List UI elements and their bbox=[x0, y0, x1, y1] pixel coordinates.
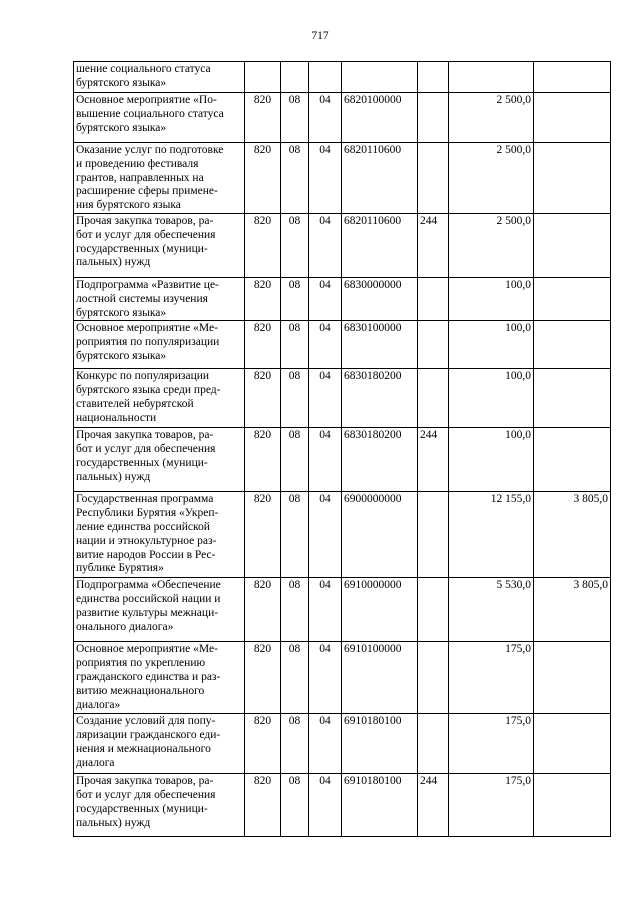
amount-2-cell bbox=[534, 143, 611, 214]
amount-1-cell: 2 500,0 bbox=[449, 93, 534, 143]
section-code-cell: 08 bbox=[281, 93, 309, 143]
target-article-cell: 6820110600 bbox=[342, 143, 418, 214]
amount-2-cell bbox=[534, 428, 611, 492]
amount-2-cell bbox=[534, 62, 611, 93]
section-code-cell: 08 bbox=[281, 428, 309, 492]
subsection-code-cell: 04 bbox=[309, 642, 342, 714]
ministry-code-cell: 820 bbox=[245, 278, 281, 321]
table-row bbox=[74, 492, 611, 578]
expense-type-cell: 244 bbox=[418, 428, 449, 492]
target-article-cell: 6900000000 bbox=[342, 492, 418, 578]
amount-1-cell: 175,0 bbox=[449, 774, 534, 837]
ministry-code-cell bbox=[245, 62, 281, 93]
subsection-code-cell: 04 bbox=[309, 428, 342, 492]
subsection-code-cell: 04 bbox=[309, 492, 342, 578]
ministry-code-cell: 820 bbox=[245, 428, 281, 492]
ministry-code-cell: 820 bbox=[245, 774, 281, 837]
table-row bbox=[74, 321, 611, 369]
section-code-cell: 08 bbox=[281, 492, 309, 578]
row-name-cell: Основное мероприятие «По- вышение социального статуса бурятского языка» bbox=[74, 93, 245, 143]
target-article-cell: 6910000000 bbox=[342, 578, 418, 642]
expense-type-cell bbox=[418, 714, 449, 774]
amount-1-cell: 100,0 bbox=[449, 428, 534, 492]
subsection-code-cell: 04 bbox=[309, 369, 342, 428]
amount-2-cell bbox=[534, 214, 611, 278]
expense-type-cell bbox=[418, 62, 449, 93]
section-code-cell: 08 bbox=[281, 143, 309, 214]
row-name-cell: Прочая закупка товаров, ра- бот и услуг для обеспечения государственных (муници- пальных) нужд bbox=[74, 428, 245, 492]
amount-2-cell: 3 805,0 bbox=[534, 492, 611, 578]
subsection-code-cell: 04 bbox=[309, 321, 342, 369]
expense-type-cell bbox=[418, 143, 449, 214]
row-name-cell: Основное мероприятие «Ме- роприятия по популяризации бурятского языка» bbox=[74, 321, 245, 369]
section-code-cell: 08 bbox=[281, 714, 309, 774]
section-code-cell: 08 bbox=[281, 774, 309, 837]
target-article-cell: 6830180200 bbox=[342, 369, 418, 428]
section-code-cell: 08 bbox=[281, 642, 309, 714]
amount-1-cell: 175,0 bbox=[449, 714, 534, 774]
target-article-cell: 6820100000 bbox=[342, 93, 418, 143]
amount-2-cell bbox=[534, 774, 611, 837]
table-row bbox=[74, 578, 611, 642]
subsection-code-cell: 04 bbox=[309, 214, 342, 278]
row-name-cell: шение социального статуса бурятского языка» bbox=[74, 62, 245, 93]
row-name-cell: Оказание услуг по подготовке и проведению фестиваля грантов, направленных на расширение сферы примене- ния бурятского языка bbox=[74, 143, 245, 214]
amount-1-cell: 100,0 bbox=[449, 321, 534, 369]
subsection-code-cell: 04 bbox=[309, 278, 342, 321]
amount-1-cell: 2 500,0 bbox=[449, 143, 534, 214]
expense-type-cell: 244 bbox=[418, 214, 449, 278]
amount-1-cell: 100,0 bbox=[449, 278, 534, 321]
amount-2-cell bbox=[534, 93, 611, 143]
row-name-cell: Подпрограмма «Обеспечение единства российской нации и развитие культуры межнаци- онального диалога» bbox=[74, 578, 245, 642]
subsection-code-cell: 04 bbox=[309, 578, 342, 642]
subsection-code-cell: 04 bbox=[309, 774, 342, 837]
expense-type-cell bbox=[418, 578, 449, 642]
table-row bbox=[74, 93, 611, 143]
table-row bbox=[74, 369, 611, 428]
amount-1-cell bbox=[449, 62, 534, 93]
ministry-code-cell: 820 bbox=[245, 714, 281, 774]
table-row bbox=[74, 428, 611, 492]
expense-type-cell bbox=[418, 93, 449, 143]
section-code-cell: 08 bbox=[281, 369, 309, 428]
table-row bbox=[74, 642, 611, 714]
amount-2-cell bbox=[534, 714, 611, 774]
row-name-cell: Конкурс по популяризации бурятского языка среди пред- ставителей небурятской национальности bbox=[74, 369, 245, 428]
section-code-cell: 08 bbox=[281, 578, 309, 642]
amount-2-cell: 3 805,0 bbox=[534, 578, 611, 642]
ministry-code-cell: 820 bbox=[245, 492, 281, 578]
target-article-cell bbox=[342, 62, 418, 93]
row-name-cell: Создание условий для попу- ляризации гражданского еди- нения и межнационального диалога bbox=[74, 714, 245, 774]
ministry-code-cell: 820 bbox=[245, 369, 281, 428]
amount-2-cell bbox=[534, 278, 611, 321]
amount-2-cell bbox=[534, 642, 611, 714]
table-row bbox=[74, 714, 611, 774]
target-article-cell: 6820110600 bbox=[342, 214, 418, 278]
amount-2-cell bbox=[534, 369, 611, 428]
expense-type-cell bbox=[418, 278, 449, 321]
section-code-cell: 08 bbox=[281, 214, 309, 278]
ministry-code-cell: 820 bbox=[245, 93, 281, 143]
amount-1-cell: 12 155,0 bbox=[449, 492, 534, 578]
amount-2-cell bbox=[534, 321, 611, 369]
target-article-cell: 6830100000 bbox=[342, 321, 418, 369]
amount-1-cell: 100,0 bbox=[449, 369, 534, 428]
subsection-code-cell: 04 bbox=[309, 143, 342, 214]
budget-table bbox=[73, 61, 611, 837]
ministry-code-cell: 820 bbox=[245, 321, 281, 369]
row-name-cell: Государственная программа Республики Бурятия «Укреп- ление единства российской нации и этнокультурное раз- витие народов России в Рес- публике Бурятия» bbox=[74, 492, 245, 578]
ministry-code-cell: 820 bbox=[245, 578, 281, 642]
subsection-code-cell: 04 bbox=[309, 93, 342, 143]
amount-1-cell: 2 500,0 bbox=[449, 214, 534, 278]
target-article-cell: 6910100000 bbox=[342, 642, 418, 714]
row-name-cell: Прочая закупка товаров, ра- бот и услуг для обеспечения государственных (муници- пальных) нужд bbox=[74, 214, 245, 278]
table-row bbox=[74, 62, 611, 93]
amount-1-cell: 175,0 bbox=[449, 642, 534, 714]
target-article-cell: 6830180200 bbox=[342, 428, 418, 492]
amount-1-cell: 5 530,0 bbox=[449, 578, 534, 642]
table-row bbox=[74, 278, 611, 321]
table-row bbox=[74, 774, 611, 837]
table-row bbox=[74, 143, 611, 214]
ministry-code-cell: 820 bbox=[245, 642, 281, 714]
table-row bbox=[74, 214, 611, 278]
expense-type-cell bbox=[418, 492, 449, 578]
budget-table-body bbox=[74, 62, 611, 837]
expense-type-cell bbox=[418, 642, 449, 714]
subsection-code-cell bbox=[309, 62, 342, 93]
row-name-cell: Прочая закупка товаров, ра- бот и услуг для обеспечения государственных (муници- пальных) нужд bbox=[74, 774, 245, 837]
expense-type-cell bbox=[418, 321, 449, 369]
ministry-code-cell: 820 bbox=[245, 214, 281, 278]
page-number: 717 bbox=[311, 30, 329, 42]
section-code-cell: 08 bbox=[281, 278, 309, 321]
target-article-cell: 6910180100 bbox=[342, 774, 418, 837]
target-article-cell: 6830000000 bbox=[342, 278, 418, 321]
section-code-cell: 08 bbox=[281, 321, 309, 369]
target-article-cell: 6910180100 bbox=[342, 714, 418, 774]
subsection-code-cell: 04 bbox=[309, 714, 342, 774]
expense-type-cell: 244 bbox=[418, 774, 449, 837]
expense-type-cell bbox=[418, 369, 449, 428]
row-name-cell: Основное мероприятие «Ме- роприятия по укреплению гражданского единства и раз- витию межнационального диалога» bbox=[74, 642, 245, 714]
ministry-code-cell: 820 bbox=[245, 143, 281, 214]
section-code-cell bbox=[281, 62, 309, 93]
row-name-cell: Подпрограмма «Развитие це- лостной системы изучения бурятского языка» bbox=[74, 278, 245, 321]
